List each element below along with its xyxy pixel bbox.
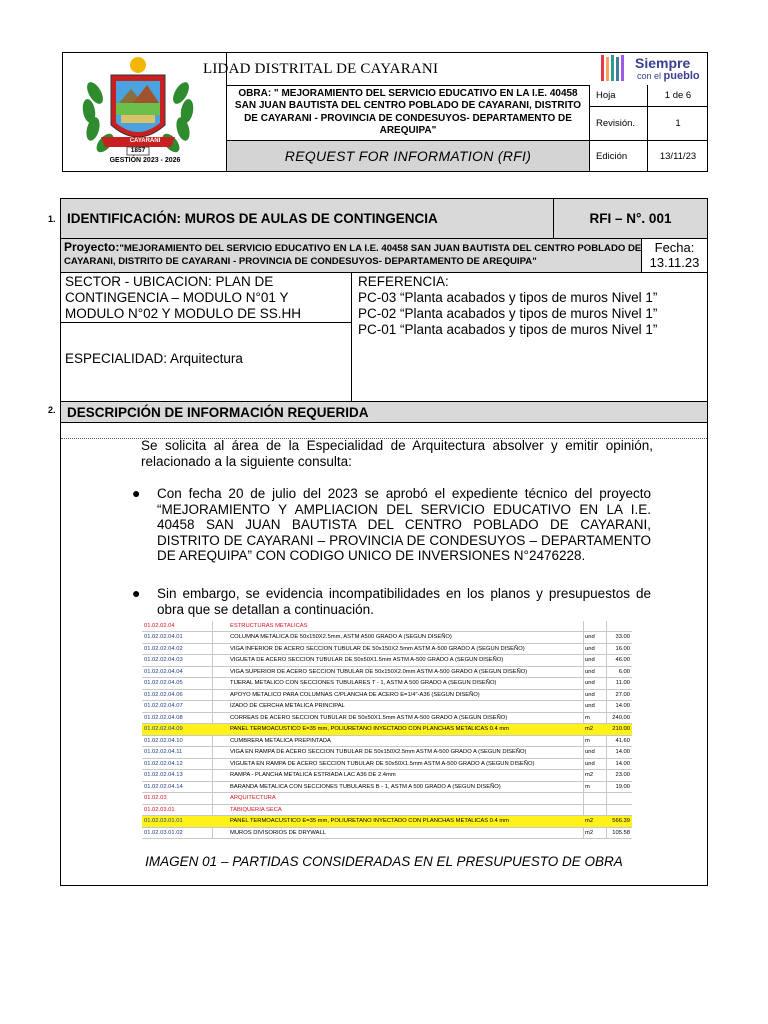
obra-description: OBRA: " MEJORAMIENTO DEL SERVICIO EDUCATIVO EN LA I.E. 40458 SAN JUAN BAUTISTA DEL CENTRO POBLADO DE CAYARANI, DISTRITO DE CAYARANI - PROVINCIA DE CONDESUYOS- DEPARTAMENTO DE AREQUIPA"	[227, 85, 589, 141]
specialty: ESPECIALIDAD: Arquitectura	[61, 323, 352, 401]
budget-table-image	[142, 621, 632, 839]
references: REFERENCIA: PC-03 “Planta acabados y tipos de muros Nivel 1” PC-02 “Planta acabados y tipos de muros Nivel 1” PC-01 “Planta acabados y tipos de muros Nivel 1”	[352, 273, 707, 401]
budget-unit: und	[585, 645, 595, 652]
section-2-title: DESCRIPCIÓN DE INFORMACIÓN REQUERIDA	[67, 405, 369, 420]
intro-paragraph: Se solicita al área de la Especialidad de Arquitectura absolver y emitir opinión, relacionado a la siguiente consulta:	[141, 438, 653, 469]
budget-description: TABIQUERIA SECA	[230, 806, 282, 813]
budget-description: ARQUITECTURA	[230, 795, 276, 802]
budget-quantity: 23.00	[615, 772, 630, 779]
budget-code: 01.02.02.04.14	[144, 783, 183, 790]
budget-quantity: 566.39	[612, 818, 630, 825]
budget-quantity: 105.58	[612, 829, 630, 836]
budget-row	[142, 713, 632, 724]
budget-code: 01.02.02.04.04	[144, 668, 183, 675]
budget-description: TIJERAL METALICO CON SECCIONES TUBULARES T - 1, ASTM A 500 GRADO A (SEGUN DISEÑO)	[230, 680, 497, 687]
budget-row	[142, 782, 632, 793]
budget-description: COLUMNA METALICA DE 50x150X2.5mm, ASTM A500 GRADO A (SEGUN DISEÑO)	[230, 634, 452, 641]
budget-unit: und	[585, 680, 595, 687]
section-2-header	[61, 401, 707, 423]
budget-row	[142, 759, 632, 770]
meta-row-hoja: Hoja 1 de 6	[590, 85, 708, 107]
budget-unit: und	[585, 657, 595, 664]
budget-code: 01.02.02.04.06	[144, 691, 183, 698]
document-header	[62, 52, 708, 172]
budget-code: 01.02.02.04	[144, 623, 175, 629]
budget-quantity: 240.00	[612, 714, 630, 721]
budget-quantity: 19.00	[615, 783, 630, 790]
budget-row	[142, 816, 632, 827]
budget-row	[142, 701, 632, 712]
budget-code: 01.02.02.04.02	[144, 645, 183, 652]
budget-description: IZADO DE CERCHA METALICA PRINCIPAL	[230, 703, 345, 710]
logo-banner-text: CAYARANI	[129, 138, 161, 144]
meta-row-edicion: Edición 13/11/23	[590, 141, 708, 171]
budget-description: ESTRUCTURAS METALICAS	[230, 623, 308, 629]
logo-year: 1857	[130, 147, 146, 154]
budget-row	[142, 667, 632, 678]
budget-unit: und	[585, 668, 595, 675]
budget-row	[142, 644, 632, 655]
budget-unit: m	[585, 714, 590, 721]
budget-description: PANEL TERMOACUSTICO E=35 mm, POLIURETANO INYECTADO CON PLANCHAS METALICAS 0.4 mm	[230, 726, 509, 733]
rfi-title: REQUEST FOR INFORMATION (RFI)	[227, 141, 589, 171]
bullet-icon: ●	[132, 585, 141, 601]
bullet-paragraph-1: Con fecha 20 de julio del 2023 se aprobó el expediente técnico del proyecto “MEJORAMIENTO Y AMPLIACION DEL SERVICIO EDUCATIVO EN LA I.E. 40458 SAN JUAN BAUTISTA DEL CENTRO POBLADO DE CAYARANI, DISTRITO DE CAYARANI – PROVINCIA DE CONDESUYOS – DEPARTAMENTO DE AREQUIPA” CON CODIGO UNICO DE INVERSIONES N°2476228.	[157, 486, 651, 564]
date-cell: Fecha: 13.11.23	[641, 239, 707, 272]
budget-code: 01.02.02.04.11	[144, 749, 183, 756]
budget-description: VIGA INFERIOR DE ACERO SECCION TUBULAR DE 50x150X2.5mm ASTM A-500 GRADO A (SEGUN DISEÑO)	[230, 645, 525, 652]
meta-row-revision: Revisión. 1	[590, 107, 708, 141]
reference-item: PC-02 “Planta acabados y tipos de muros Nivel 1”	[358, 306, 658, 321]
budget-code: 01.02.02.04.13	[144, 772, 183, 779]
budget-description: CUMBRERA METALICA PREPINTADA	[230, 737, 331, 744]
budget-quantity: 27.00	[615, 691, 630, 698]
municipality-title: LIDAD DISTRITAL DE CAYARANI	[203, 61, 439, 77]
budget-unit: und	[585, 703, 595, 710]
document-meta	[589, 85, 707, 171]
project-row	[61, 239, 707, 273]
section-2-number: 2.	[48, 405, 56, 415]
budget-row	[142, 828, 632, 839]
bullet-icon: ●	[132, 485, 141, 501]
budget-unit: und	[585, 634, 595, 641]
budget-quantity: 14.00	[615, 703, 630, 710]
image-caption: IMAGEN 01 – PARTIDAS CONSIDERADAS EN EL PRESUPUESTO DE OBRA	[145, 854, 623, 869]
brand-name: Siempre	[635, 55, 691, 71]
brand-stripes-icon	[599, 53, 631, 83]
budget-quantity: 14.00	[615, 749, 630, 756]
brand-logo	[599, 53, 709, 85]
budget-quantity: 6.00	[618, 668, 630, 675]
budget-row	[142, 724, 632, 735]
budget-code: 01.02.03.01	[144, 806, 175, 813]
budget-description: RAMPA - PLANCHA METALICA ESTRIADA LAC A36 DE 2.4mm	[230, 772, 396, 779]
budget-code: 01.02.03.01.01	[144, 818, 183, 825]
sector-location: SECTOR - UBICACION: PLAN DE CONTINGENCIA – MODULO N°01 Y MODULO N°02 Y MODULO DE SS.HH	[61, 273, 352, 323]
budget-row	[142, 770, 632, 781]
budget-unit: m	[585, 783, 590, 790]
budget-code: 01.02.02.04.12	[144, 760, 183, 767]
logo-gestion: GESTIÓN 2023 - 2026	[109, 157, 181, 164]
budget-code: 01.02.02.04.05	[144, 680, 183, 687]
rfi-number: RFI – N°. 001	[553, 199, 707, 238]
budget-description: APOYO METALICO PARA COLUMNAS C/PLANCHA DE ACERO E=1/4"-A36 (SEGUN DISEÑO)	[230, 691, 480, 698]
brand-subtitle: con el pueblo	[637, 70, 700, 82]
budget-code: 01.02.03.01.02	[144, 829, 183, 836]
budget-row	[142, 805, 632, 816]
budget-description: VIGUETA DE ACERO SECCION TUBULAR DE 50x50X1.5mm ASTM A-500 GRADO A (SEGUN DISEÑO)	[230, 657, 504, 664]
budget-quantity: 33.00	[615, 634, 630, 641]
budget-quantity: 210.00	[612, 726, 630, 733]
budget-description: PANEL TERMOACUSTICO E=35 mm, POLIURETANO INYECTADO CON PLANCHAS METALICAS 0.4 mm	[230, 818, 509, 825]
budget-row	[142, 678, 632, 689]
section-1-header	[61, 199, 707, 239]
budget-row	[142, 736, 632, 747]
budget-description: CORREAS DE ACERO SECCION TUBULAR DE 50x50X1.5mm ASTM A-500 GRADO A (SEGUN DISEÑO)	[230, 714, 508, 721]
budget-row	[142, 747, 632, 758]
bullet-paragraph-2: Sin embargo, se evidencia incompatibilidades en los planos y presupuestos de obra que se detallan a continuación.	[157, 586, 651, 617]
budget-code: 01.02.02.04.10	[144, 737, 183, 744]
budget-quantity: 16.00	[615, 645, 630, 652]
section-1-title: IDENTIFICACIÓN: MUROS DE AULAS DE CONTINGENCIA	[67, 211, 438, 226]
budget-quantity: 41.60	[615, 737, 630, 744]
budget-unit: m	[585, 737, 590, 744]
budget-row	[142, 655, 632, 666]
budget-quantity: 14.00	[615, 760, 630, 767]
budget-description: VIGA EN RAMPA DE ACERO SECCION TUBULAR DE 50x150X2.5mm ASTM A-500 GRADO A (SEGUN DISEÑO)	[230, 749, 527, 756]
project-text: Proyecto:"MEJORAMIENTO DEL SERVICIO EDUCATIVO EN LA I.E. 40458 SAN JUAN BAUTISTA DEL CENTRO POBLADO DE CAYARANI, DISTRITO DE CAYARANI - PROVINCIA DE CONDESUYOS- DEPARTAMENTO DE AREQUIPA"	[64, 240, 642, 267]
budget-row	[142, 690, 632, 701]
reference-item: PC-01 “Planta acabados y tipos de muros Nivel 1”	[358, 322, 658, 337]
budget-description: VIGA SUPERIOR DE ACERO SECCION TUBULAR DE 50x150X2.0mm ASTM A-500 GRADO A (SEGUN DISEÑO)	[230, 668, 528, 675]
budget-code: 01.02.02.04.09	[144, 726, 183, 733]
budget-description: VIGUETA EN RAMPA DE ACERO SECCION TUBULAR DE 50x50X1.5mm ASTM A-500 GRADO A (SEGUN DISEÑO)	[230, 760, 535, 767]
budget-unit: m2	[585, 818, 594, 825]
budget-quantity: 11.00	[615, 680, 630, 687]
budget-unit: und	[585, 749, 595, 756]
budget-code: 01.02.02.04.03	[144, 657, 183, 664]
budget-row	[142, 793, 632, 804]
budget-code: 01.02.03	[144, 795, 167, 802]
budget-description: BARANDA METALICA CON SECCIONES TUBULARES B - 1, ASTM A 500 GRADO A (SEGUN DISEÑO)	[230, 783, 501, 790]
budget-row	[142, 632, 632, 643]
budget-unit: m2	[585, 772, 594, 779]
budget-unit: und	[585, 691, 595, 698]
budget-description: MUROS DIVISORIOS DE DRYWALL	[230, 829, 326, 836]
budget-code: 01.02.02.04.07	[144, 703, 183, 710]
section-1-number: 1.	[48, 214, 56, 224]
budget-quantity: 46.00	[615, 657, 630, 664]
reference-item: PC-03 “Planta acabados y tipos de muros Nivel 1”	[358, 290, 658, 305]
budget-unit: m2	[585, 726, 594, 733]
budget-code: 01.02.02.04.01	[144, 634, 183, 641]
budget-unit: und	[585, 760, 595, 767]
budget-unit: m2	[585, 829, 594, 836]
budget-row	[142, 621, 632, 632]
budget-code: 01.02.02.04.08	[144, 714, 183, 721]
